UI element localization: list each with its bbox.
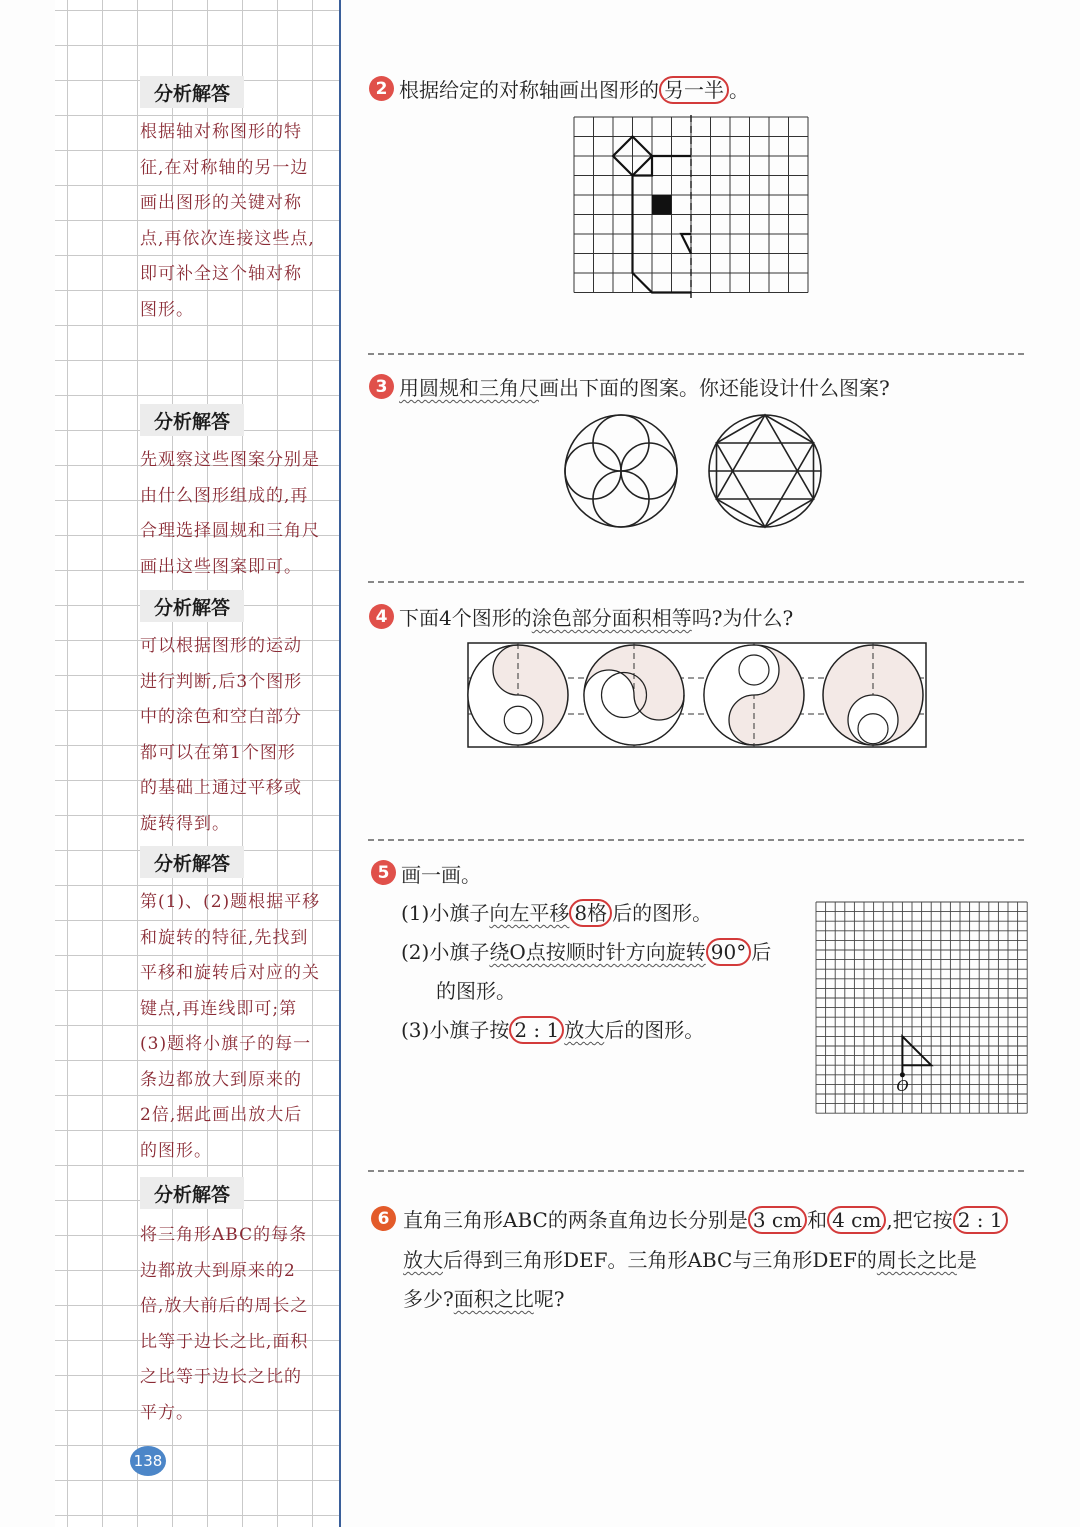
analysis-heading-5: 分析解答: [140, 1177, 244, 1209]
q5-part2: (2)小旗子绕O点按顺时针方向旋转 90° 后: [401, 940, 772, 964]
analysis-body-4: 第(1)、(2)题根据平移 和旋转的特征,先找到 平移和旋转后对应的关 键点,再连线即可;第 (3)题将小旗子的每一 条边都放大到原来的 2倍,据此画出放大后 的图形。: [140, 892, 321, 1161]
divider-2: [368, 581, 1024, 583]
q4-text: 下面4个图形的涂色部分面积相等吗?为什么?: [399, 606, 794, 630]
q4-number: 4: [369, 604, 394, 629]
q5-part1: (1)小旗子向左平移 8格 后的图形。: [401, 901, 713, 925]
q6-line3: 多少?面积之比呢?: [403, 1287, 565, 1311]
q3-flower-pattern: [562, 412, 680, 530]
q5-title: 画一画。: [401, 863, 481, 887]
white-region: [848, 695, 898, 745]
filled-square: [652, 195, 672, 215]
analysis-heading-4: 分析解答: [140, 846, 244, 878]
analysis-body-5: 将三角形ABC的每条 边都放大到原来的2 倍,放大前后的周长之 比等于边长之比,面积 之比等于边长之比的 平方。: [140, 1225, 309, 1423]
circle-figure-4: [823, 643, 923, 747]
q3-number: 3: [369, 374, 394, 399]
q4-circles-figure: [467, 642, 929, 750]
q2-symmetry-grid: [572, 115, 812, 301]
figure-notch: [681, 234, 691, 254]
q2-number: 2: [369, 76, 394, 101]
q3-text: 用圆规和三角尺画出下面的图案。你还能设计什么图案?: [399, 376, 890, 400]
page-number: 138: [130, 1446, 166, 1476]
sidebar-divider: [339, 0, 341, 1527]
analysis-heading-2: 分析解答: [140, 404, 244, 436]
analysis-heading-3: 分析解答: [140, 590, 244, 622]
q5-flag-grid: [814, 900, 1030, 1124]
circle-figure-2: [584, 643, 684, 747]
q5-part2-cont: 的图形。: [436, 979, 516, 1003]
circle-figure-3: [704, 643, 804, 747]
q6-number: 6: [371, 1206, 396, 1231]
divider-3: [368, 839, 1024, 841]
analysis-heading-1: 分析解答: [140, 76, 244, 108]
q5-part3: (3)小旗子按 2 : 1 放大后的图形。: [401, 1018, 705, 1042]
q2-circled-text: 另一半: [659, 76, 729, 104]
q6-line1: 直角三角形ABC的两条直角边长分别是 3 cm 和 4 cm ,把它按 2 : 1: [403, 1204, 1008, 1233]
analysis-body-1: 根据轴对称图形的特 征,在对称轴的另一边 画出图形的关键对称 点,再依次连接这些点, 即可补全这个轴对称 图形。: [140, 122, 315, 320]
analysis-body-3: 可以根据图形的运动 进行判断,后3个图形 中的涂色和空白部分 都可以在第1个图形 的基础上通过平移或 旋转得到。: [140, 636, 303, 834]
q6-line2: 放大后得到三角形DEF。三角形ABC与三角形DEF的周长之比是: [403, 1248, 977, 1272]
circle-figure-1: [468, 643, 568, 747]
q3-hexagon-pattern: [706, 412, 824, 530]
q2-text: 根据给定的对称轴画出图形的 另一半 。: [399, 78, 749, 102]
divider-4: [368, 1170, 1024, 1172]
point-o-label: O: [896, 1076, 909, 1095]
half-figure: [633, 156, 692, 293]
divider-1: [368, 353, 1024, 355]
analysis-body-2: 先观察这些图案分别是 由什么图形组成的,再 合理选择圆规和三角尺 画出这些图案即可。: [140, 450, 320, 577]
q5-number: 5: [371, 860, 396, 885]
